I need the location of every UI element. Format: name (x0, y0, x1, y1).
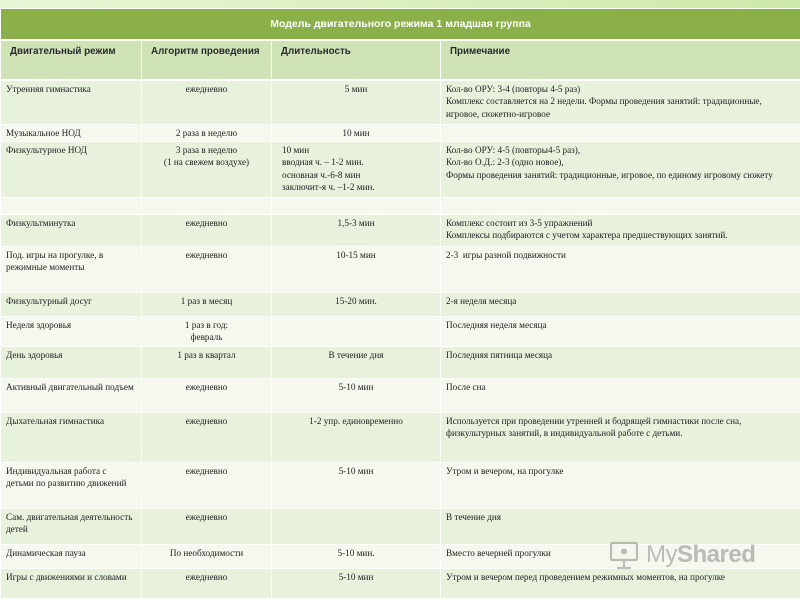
cell-algorithm: ежедневно (142, 246, 272, 292)
cell-algorithm: ежедневно (142, 508, 272, 544)
table-row (1, 346, 800, 378)
cell-mode: Неделя здоровья (1, 316, 142, 346)
cell-algorithm: ежедневно (142, 462, 272, 508)
cell-note: Утром и вечером, на прогулке (441, 462, 800, 508)
cell-note: Комплекс состоит из 3-5 упражнений Комплексы подбираются с учетом характера предшествующих занятий. (441, 214, 800, 246)
table-row (1, 124, 800, 141)
cell-algorithm: 1 раз в год: февраль (142, 316, 272, 346)
cell-algorithm: ежедневно (142, 378, 272, 412)
cell-duration: 5-10 мин (272, 568, 441, 598)
cell-note: Вместо вечерней прогулки (441, 544, 800, 568)
table-row (1, 141, 800, 197)
cell-duration: 5 мин (272, 80, 441, 124)
cell-duration (272, 316, 441, 346)
header-algorithm: Алгоритм проведения (142, 40, 272, 80)
cell-note: Утром и вечером перед проведением режимных моментов, на прогулке (441, 568, 800, 598)
cell-note: Кол-во ОРУ: 4-5 (повторы4-5 раз), Кол-во О.Д.: 2-3 (одно новое), Формы проведения занятий: традиционные, игровое, по единому игровому сюжету (441, 141, 800, 197)
cell-mode: Физкультминутка (1, 214, 142, 246)
header-note: Примечание (441, 40, 800, 80)
motor-mode-table (0, 8, 800, 599)
table-row (1, 412, 800, 462)
table-row (1, 462, 800, 508)
cell-note: Последняя пятница месяца (441, 346, 800, 378)
cell-duration: 15-20 мин. (272, 292, 441, 316)
cell-note: В течение дня (441, 508, 800, 544)
cell-note: 2-я неделя месяца (441, 292, 800, 316)
header-duration: Длительность (272, 40, 441, 80)
cell-mode: Музыкальное НОД (1, 124, 142, 141)
watermark-text-light: My (646, 541, 677, 568)
watermark-text-bold: Shared (677, 541, 756, 568)
cell-duration: 5-10 мин (272, 462, 441, 508)
cell-mode: Активный двигательный подъем (1, 378, 142, 412)
cell-note: 2-3 игры разной подвижности (441, 246, 800, 292)
table-row (1, 378, 800, 412)
cell-algorithm: 1 раз в квартал (142, 346, 272, 378)
cell-mode: Игры с движениями и словами (1, 568, 142, 598)
table-title-row (1, 9, 800, 41)
cell-duration: 5-10 мин. (272, 544, 441, 568)
cell-note: После сна (441, 378, 800, 412)
cell-algorithm: ежедневно (142, 214, 272, 246)
table-row (1, 292, 800, 316)
top-accent-bar (0, 0, 800, 8)
cell-note: Последняя неделя месяца (441, 316, 800, 346)
cell-algorithm: По необходимости (142, 544, 272, 568)
cell-mode: Сам. двигательная деятельность детей (1, 508, 142, 544)
cell-duration: 5-10 мин (272, 378, 441, 412)
cell-note: Используется при проведении утренней и бодрящей гимнастики после сна, физкультурных занятий, в индивидуальной работе с детьми. (441, 412, 800, 462)
cell-duration: 10 мин (272, 124, 441, 141)
cell-note: Кол-во ОРУ: 3-4 (повторы 4-5 раз) Комплекс составляется на 2 недели. Формы проведения занятий: традиционные, игровое, сюжетно-игровое (441, 80, 800, 124)
table-row (1, 316, 800, 346)
spacer-row (1, 197, 800, 214)
cell-mode: Физкультурный досуг (1, 292, 142, 316)
cell-mode: Утренняя гимнастика (1, 80, 142, 124)
table-header-row (1, 40, 800, 80)
cell-duration: В течение дня (272, 346, 441, 378)
presentation-board-icon (608, 540, 640, 570)
cell-algorithm: ежедневно (142, 412, 272, 462)
table-title: Модель двигательного режима 1 младшая группа (1, 9, 800, 41)
cell-mode: Индивидуальная работа с детьми по развитию движений (1, 462, 142, 508)
cell-algorithm: 2 раза в неделю (142, 124, 272, 141)
myshared-watermark (608, 538, 778, 572)
cell-duration: 10 мин вводная ч. – 1-2 мин. основная ч.-6-8 мин заключит-я ч. –1-2 мин. (272, 141, 441, 197)
cell-algorithm: ежедневно (142, 80, 272, 124)
cell-algorithm: 3 раза в неделю (1 на свежем воздухе) (142, 141, 272, 197)
table-row (1, 568, 800, 598)
cell-mode: Физкультурное НОД (1, 141, 142, 197)
watermark-text (646, 541, 755, 569)
cell-duration: 10-15 мин (272, 246, 441, 292)
header-mode: Двигательный режим (1, 40, 142, 80)
cell-mode: Под. игры на прогулке, в режимные моменты (1, 246, 142, 292)
cell-note (441, 124, 800, 141)
cell-mode: Динамическая пауза (1, 544, 142, 568)
table-row (1, 246, 800, 292)
cell-algorithm: 1 раз в месяц (142, 292, 272, 316)
cell-algorithm: ежедневно (142, 568, 272, 598)
cell-mode: День здоровья (1, 346, 142, 378)
cell-duration: 1,5-3 мин (272, 214, 441, 246)
table-row (1, 80, 800, 124)
cell-duration (272, 508, 441, 544)
cell-duration: 1-2 упр. единовременно (272, 412, 441, 462)
cell-mode: Дыхательная гимнастика (1, 412, 142, 462)
table-row (1, 214, 800, 246)
